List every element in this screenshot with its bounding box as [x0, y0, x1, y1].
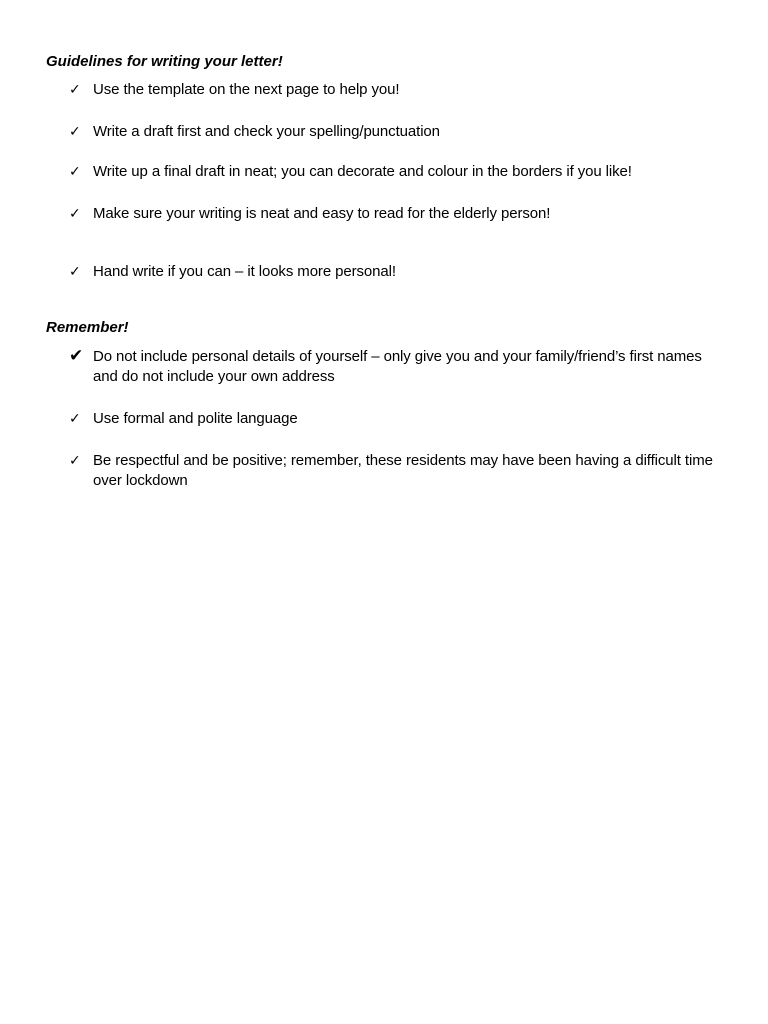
remember-item-2	[69, 409, 729, 429]
remember-text-2: Use formal and polite language	[93, 410, 298, 427]
checkmark-bold-icon: ✔	[69, 346, 84, 366]
guideline-text-2: Write a draft first and check your spelling/punctuation	[93, 123, 440, 140]
checkmark-icon: ✓	[69, 164, 81, 180]
checkmark-icon: ✓	[69, 124, 81, 140]
guideline-item-2	[69, 122, 729, 142]
guideline-text-5: Hand write if you can – it looks more personal!	[93, 263, 396, 280]
checkmark-icon: ✓	[69, 453, 81, 469]
checkmark-icon: ✓	[69, 206, 81, 222]
remember-text-1: Do not include personal details of yourself – only give you and your family/friend’s first names and do not include your own address	[93, 348, 702, 385]
checkmark-icon: ✓	[69, 411, 81, 427]
guideline-item-4	[69, 204, 729, 224]
checkmark-icon: ✓	[69, 82, 81, 98]
guideline-text-3: Write up a final draft in neat; you can decorate and colour in the borders if you like!	[93, 163, 632, 180]
guideline-text-4: Make sure your writing is neat and easy to read for the elderly person!	[93, 205, 551, 222]
guidelines-heading: Guidelines for writing your letter!	[46, 53, 283, 70]
guideline-item-1	[69, 80, 729, 100]
guideline-item-3	[69, 162, 729, 182]
guideline-text-1: Use the template on the next page to help you!	[93, 81, 400, 98]
guideline-item-5	[69, 262, 729, 282]
remember-text-3: Be respectful and be positive; remember, these residents may have been having a difficult time over lockdown	[93, 452, 713, 489]
checkmark-icon: ✓	[69, 264, 81, 280]
remember-heading: Remember!	[46, 319, 129, 336]
remember-item-1	[69, 347, 729, 387]
remember-item-3	[69, 451, 729, 491]
